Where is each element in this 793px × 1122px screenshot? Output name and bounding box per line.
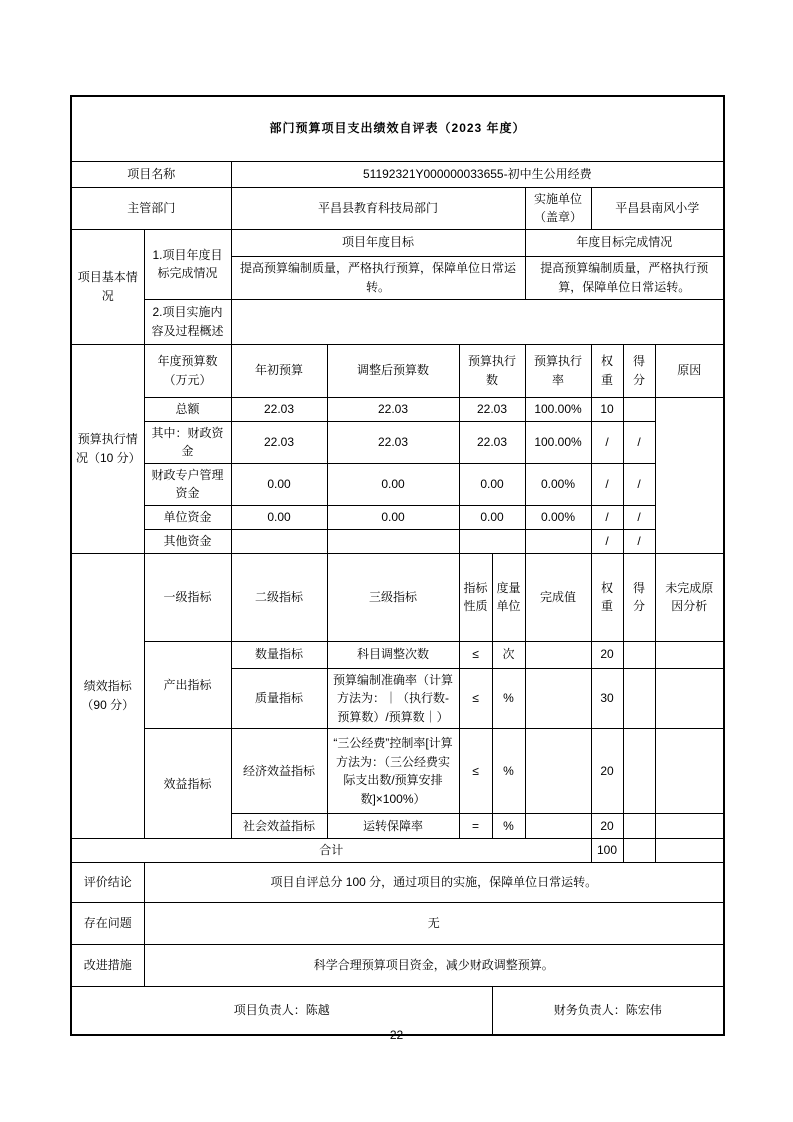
indicator-completion xyxy=(525,668,591,729)
indicator-completion xyxy=(525,729,591,814)
budget-reason-cell xyxy=(655,397,724,553)
budget-cell: / xyxy=(623,506,655,530)
indicator-reason xyxy=(655,729,724,814)
indicator-reason xyxy=(655,814,724,839)
budget-col-weight: 权重 xyxy=(591,344,623,397)
indicators-col-level2: 二级指标 xyxy=(231,553,327,641)
indicator-weight: 20 xyxy=(591,729,623,814)
indicators-col-level3: 三级指标 xyxy=(327,553,459,641)
indicator-nature: ≤ xyxy=(459,668,492,729)
indicator-nature: ≤ xyxy=(459,729,492,814)
department-value: 平昌县教育科技局部门 xyxy=(231,187,525,229)
total-score xyxy=(623,839,655,863)
budget-row-name: 总额 xyxy=(144,397,231,421)
budget-cell xyxy=(525,530,591,554)
budget-cell: 100.00% xyxy=(525,397,591,421)
indicator-level2: 社会效益指标 xyxy=(231,814,327,839)
budget-cell: 22.03 xyxy=(459,397,525,421)
document-title: 部门预算项目支出绩效自评表（2023 年度） xyxy=(71,96,724,161)
budget-cell: 22.03 xyxy=(327,421,459,463)
budget-cell: 22.03 xyxy=(231,397,327,421)
table-row xyxy=(71,530,724,554)
indicators-col-nature: 指标性质 xyxy=(459,553,492,641)
budget-cell: 0.00 xyxy=(327,506,459,530)
budget-cell: 0.00 xyxy=(459,506,525,530)
total-reason xyxy=(655,839,724,863)
implementation-row-label: 2.项目实施内容及过程概述 xyxy=(144,299,231,344)
indicators-section-label: 绩效指标（90 分） xyxy=(71,553,144,839)
budget-cell: 100.00% xyxy=(525,421,591,463)
table-row xyxy=(71,641,724,668)
budget-cell xyxy=(231,530,327,554)
budget-performance-evaluation-table xyxy=(70,95,725,1036)
annual-goal-row-label: 1.项目年度目标完成情况 xyxy=(144,229,231,299)
budget-cell: 22.03 xyxy=(459,421,525,463)
budget-cell: 0.00 xyxy=(459,463,525,505)
implement-unit-label: 实施单位（盖章） xyxy=(525,187,591,229)
budget-cell: 0.00% xyxy=(525,506,591,530)
indicator-group-benefit: 效益指标 xyxy=(144,729,231,839)
indicator-completion xyxy=(525,814,591,839)
goal-completion-text: 提高预算编制质量，严格执行预算，保障单位日常运转。 xyxy=(525,256,724,299)
budget-cell: 22.03 xyxy=(327,397,459,421)
improvements-label: 改进措施 xyxy=(71,945,144,987)
total-label: 合计 xyxy=(71,839,591,863)
budget-cell: / xyxy=(623,530,655,554)
conclusion-label: 评价结论 xyxy=(71,863,144,903)
indicator-level3: “三公经费”控制率[计算方法为：（三公经费实际支出数/预算安排数]×100%） xyxy=(327,729,459,814)
project-name-value: 51192321Y000000033655-初中生公用经费 xyxy=(231,161,724,187)
table-row xyxy=(71,397,724,421)
project-lead-signature: 项目负责人：陈越 xyxy=(71,987,492,1035)
indicator-weight: 20 xyxy=(591,814,623,839)
budget-row-name: 其中：财政资金 xyxy=(144,421,231,463)
implementation-value xyxy=(231,299,724,344)
table-row xyxy=(71,729,724,814)
budget-cell xyxy=(327,530,459,554)
indicator-group-output: 产出指标 xyxy=(144,641,231,729)
basic-info-section-label: 项目基本情况 xyxy=(71,229,144,344)
budget-cell: 10 xyxy=(591,397,623,421)
total-weight: 100 xyxy=(591,839,623,863)
indicators-col-weight: 权重 xyxy=(591,553,623,641)
indicator-completion xyxy=(525,641,591,668)
indicators-col-completion: 完成值 xyxy=(525,553,591,641)
indicator-level3: 科目调整次数 xyxy=(327,641,459,668)
indicator-nature: ≤ xyxy=(459,641,492,668)
indicator-unit: 次 xyxy=(492,641,525,668)
table-row xyxy=(71,421,724,463)
budget-col-initial: 年初预算 xyxy=(231,344,327,397)
budget-col-annual: 年度预算数（万元） xyxy=(144,344,231,397)
indicator-reason xyxy=(655,668,724,729)
budget-cell: 0.00 xyxy=(231,506,327,530)
budget-col-score: 得分 xyxy=(623,344,655,397)
budget-cell: / xyxy=(591,421,623,463)
annual-goal-text: 提高预算编制质量，严格执行预算，保障单位日常运转。 xyxy=(231,256,525,299)
indicator-nature: = xyxy=(459,814,492,839)
problems-label: 存在问题 xyxy=(71,903,144,945)
budget-cell: / xyxy=(591,506,623,530)
budget-row-name: 财政专户管理资金 xyxy=(144,463,231,505)
indicator-unit: % xyxy=(492,668,525,729)
budget-cell: 0.00 xyxy=(231,463,327,505)
budget-cell: / xyxy=(623,463,655,505)
indicator-score xyxy=(623,668,655,729)
indicator-level2: 经济效益指标 xyxy=(231,729,327,814)
improvements-value: 科学合理预算项目资金，减少财政调整预算。 xyxy=(144,945,724,987)
budget-section-label: 预算执行情况（10 分） xyxy=(71,344,144,553)
table-row xyxy=(71,463,724,505)
budget-col-rate: 预算执行率 xyxy=(525,344,591,397)
indicator-score xyxy=(623,641,655,668)
indicator-level3: 预算编制准确率（计算方法为：｜（执行数-预算数）/预算数｜） xyxy=(327,668,459,729)
indicator-level2: 数量指标 xyxy=(231,641,327,668)
indicator-unit: % xyxy=(492,729,525,814)
indicator-level2: 质量指标 xyxy=(231,668,327,729)
budget-col-reason: 原因 xyxy=(655,344,724,397)
budget-cell: 0.00 xyxy=(327,463,459,505)
table-row xyxy=(71,506,724,530)
budget-cell: / xyxy=(591,463,623,505)
indicator-weight: 20 xyxy=(591,641,623,668)
indicator-score xyxy=(623,814,655,839)
problems-value: 无 xyxy=(144,903,724,945)
indicators-col-unit: 度量单位 xyxy=(492,553,525,641)
project-name-label: 项目名称 xyxy=(71,161,231,187)
budget-col-adjusted: 调整后预算数 xyxy=(327,344,459,397)
budget-cell: 22.03 xyxy=(231,421,327,463)
budget-row-name: 单位资金 xyxy=(144,506,231,530)
indicator-score xyxy=(623,729,655,814)
indicators-col-score: 得分 xyxy=(623,553,655,641)
page-number: 22 xyxy=(389,1028,404,1042)
budget-cell: 0.00% xyxy=(525,463,591,505)
annual-goal-header: 项目年度目标 xyxy=(231,229,525,256)
indicators-col-level1: 一级指标 xyxy=(144,553,231,641)
indicator-level3: 运转保障率 xyxy=(327,814,459,839)
indicator-weight: 30 xyxy=(591,668,623,729)
indicator-unit: % xyxy=(492,814,525,839)
budget-col-executed: 预算执行数 xyxy=(459,344,525,397)
budget-cell: / xyxy=(591,530,623,554)
indicators-col-reason: 未完成原因分析 xyxy=(655,553,724,641)
budget-cell xyxy=(459,530,525,554)
budget-cell xyxy=(623,397,655,421)
indicator-reason xyxy=(655,641,724,668)
budget-row-name: 其他资金 xyxy=(144,530,231,554)
finance-lead-signature: 财务负责人：陈宏伟 xyxy=(492,987,724,1035)
conclusion-value: 项目自评总分 100 分，通过项目的实施，保障单位日常运转。 xyxy=(144,863,724,903)
department-label: 主管部门 xyxy=(71,187,231,229)
implement-unit-value: 平昌县南风小学 xyxy=(591,187,724,229)
budget-cell: / xyxy=(623,421,655,463)
goal-completion-header: 年度目标完成情况 xyxy=(525,229,724,256)
